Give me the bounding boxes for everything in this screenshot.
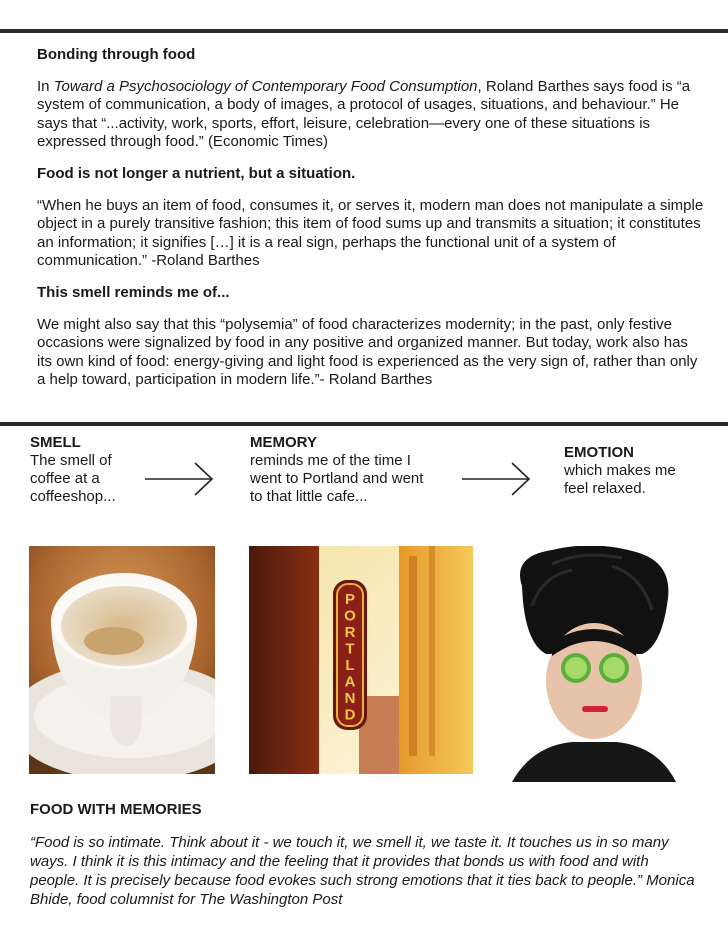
flow-step-emotion	[564, 444, 704, 498]
coffee-cup-photo	[29, 546, 215, 774]
bhide-quote: “Food is so intimate. Think about it - we touch it, we smell it, we taste it. It touches us in so many ways. I think it is this intimacy and the feeling that it provides that bonds us with food and with people. It is precisely because food evokes such strong emotions that it ties back to people.” Monica Bhide, food columnist for The Washington Post	[30, 834, 695, 908]
food-memories-block	[30, 800, 702, 909]
top-divider	[0, 29, 728, 33]
heading-bonding: Bonding through food	[37, 46, 196, 63]
paragraph-polysemia: We might also say that this “polysemia” of food characterizes modernity; in the past, only festive occasions were signalized by food in any positive and organized manner. But today, work also has its own kind of food: energy-giving and light food is experienced as the very sign of, rather than only a help toward, participation in modern life.”- Roland Barthes	[37, 315, 698, 389]
book-title: Toward a Psychosociology of Contemporary Food Consumption	[53, 77, 478, 95]
paragraph-barthes-quote: “When he buys an item of food, consumes it, or serves it, modern man does not manipulate a simple object in a purely transitive fashion; this item of food sums up and transmits a situation; it constitutes an information; it signifies […] it is a real sign, perhaps the functional unit of a system of communication.” -Roland Barthes	[37, 196, 704, 270]
memory-label: MEMORY	[250, 434, 317, 451]
portland-sign-photo	[249, 546, 473, 774]
portland-sign-letters	[344, 591, 356, 724]
intro-text-block	[37, 46, 707, 403]
sign-letter: O	[344, 607, 356, 625]
heading-situation: Food is not longer a nutrient, but a situation.	[37, 164, 356, 182]
sign-letter: N	[344, 690, 356, 707]
flow-step-memory	[250, 434, 430, 506]
sign-letter: A	[344, 673, 356, 691]
smell-text: The smell of coffee at a coffeeshop...	[30, 452, 116, 505]
para1-pre: In	[37, 77, 54, 95]
heading-food-memories: FOOD WITH MEMORIES	[30, 801, 202, 818]
paragraph-barthes-system	[37, 78, 707, 152]
sign-letter: T	[345, 640, 355, 658]
para1-post: , Roland Barthes says food is “a system of communication, a body of images, a protocol of usages, situations, and behaviour.” He says that “...activity, work, sports, effort, leisure, celebration—every one of these situations is expressed through food.” (Economic Times)	[37, 77, 691, 151]
memory-text: reminds me of the time I went to Portland and went to that little cafe...	[250, 452, 424, 505]
sign-letter: R	[344, 624, 356, 641]
woman-cucumber-photo	[512, 546, 676, 782]
sign-letter: D	[344, 706, 356, 724]
emotion-text: which makes me feel relaxed.	[564, 462, 676, 497]
sign-letter: L	[345, 657, 355, 674]
middle-divider	[0, 422, 728, 426]
emotion-label: EMOTION	[564, 444, 634, 461]
arrow-right-icon	[460, 460, 532, 498]
sign-letter: P	[344, 591, 356, 608]
heading-smell-reminds: This smell reminds me of...	[37, 283, 230, 301]
smell-label: SMELL	[30, 434, 81, 451]
arrow-right-icon	[143, 460, 215, 498]
flow-step-smell	[30, 434, 142, 506]
